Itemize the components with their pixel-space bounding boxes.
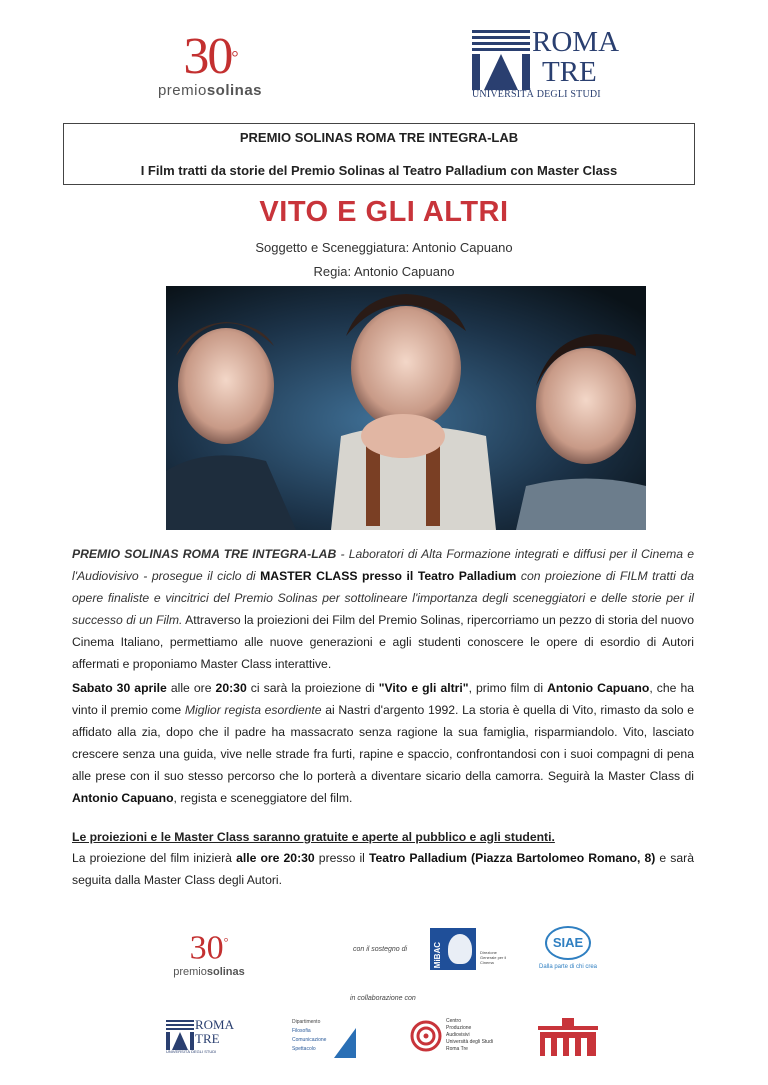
logo-30-number: 30° — [183, 28, 237, 85]
siae-logo: SIAE Dalla parte di chi crea — [533, 926, 603, 970]
program-header-box — [63, 123, 695, 185]
film-title: VITO E GLI ALTRI — [259, 196, 509, 228]
support-label: con il sostegno di — [353, 946, 408, 953]
roma-tre-emblem-icon — [472, 30, 530, 92]
intro-paragraph: PREMIO SOLINAS ROMA TRE INTEGRA-LAB - Laboratori di Alta Formazione integrati e diffusi per il Cinema e l'Audiovisivo - prosegue il ciclo di MASTER CLASS presso il Teatro Palladium con proiezione di FILM tratti da opere finaliste e vincitrici del Premio Solinas per sottolineare l'importanza degli sceneggiatori e delle storie per il successo di un Film. Attraverso la proiezioni dei Film del Premio Solinas, ripercorriamo un pezzo di storia del nuovo Cinema Italiano, permettiamo alle nuove generazioni e agli studenti conoscere le opere di esordio di Autori affermati e proponiamo Master Class interattive. — [72, 547, 695, 671]
screening-paragraph: Sabato 30 aprile alle ore 20:30 ci sarà la proiezione di "Vito e gli altri", primo film di Antonio Capuano, che ha vinto il premio come Miglior regista esordiente ai Nastri d'argento 1992. La storia è quella di Vito, rimasto da solo e affidato alla zia, dopo che il padre ha massacrato senza ragione la sua famiglia, risparmiandolo. Vito, lasciato crescere senza una guida, vive nelle strade fra furti, rapine e spaccio, confrontandosi con i suoi compagni di pena alle prese con il suo stesso percorso che lo porterà a diventare sicario della camorra. Seguirà la Master Class di Antonio Capuano, regista e sceneggiatore del film. — [72, 681, 695, 805]
program-description: I Film tratti da storie del Premio Solinas al Teatro Palladium con Master Class — [140, 163, 618, 178]
collaboration-label: in collaborazione con — [350, 995, 416, 1002]
logo-brand-text: premiosolinas — [157, 82, 263, 99]
program-name: PREMIO SOLINAS ROMA TRE INTEGRA-LAB — [239, 130, 519, 145]
roma-tre-emblem-icon — [166, 1020, 194, 1050]
roma-tre-logo — [472, 27, 622, 105]
roma-tre-subtitle: UNIVERSITÀ DEGLI STUDI — [472, 89, 601, 100]
dipartimento-logo: Dipartimento Filosofia Comunicazione Spettacolo — [292, 1018, 356, 1058]
centro-spiral-icon — [410, 1020, 442, 1052]
venue-paragraph: La proiezione del film inizierà alle ore 20:30 presso il Teatro Palladium (Piazza Bartolomeo Romano, 8) e sarà seguita dalla Master Class degli Autori. — [72, 851, 694, 887]
dipartimento-triangle-icon — [334, 1028, 356, 1058]
roma-tre-wordmark: ROMA TRE — [532, 26, 620, 88]
free-admission-notice: Le proiezioni e le Master Class saranno gratuite e aperte al pubblico e agli studenti. — [72, 830, 555, 844]
mibac-emblem-icon: MiBAC — [430, 928, 476, 970]
centro-audiovisivi-logo: Centro Produzione Audiovisivi Università degli Studi Roma Tre — [410, 1018, 510, 1058]
film-screenplay-credit: Soggetto e Sceneggiatura: Antonio Capuano — [255, 240, 513, 255]
teatro-palladium-logo — [538, 1018, 598, 1056]
siae-emblem-icon: SIAE — [545, 926, 591, 960]
film-director-credit: Regia: Antonio Capuano — [313, 264, 455, 279]
footer-roma-tre-logo: ROMA TRE UNIVERSITÀ DEGLI STUDI — [166, 1017, 235, 1054]
premio-solinas-logo — [140, 30, 280, 99]
mibac-logo: MiBAC Direzione Generale per il Cinema — [430, 928, 510, 974]
film-still-image — [166, 286, 646, 530]
footer-solinas-logo: 30° premiosolinas — [173, 929, 245, 979]
